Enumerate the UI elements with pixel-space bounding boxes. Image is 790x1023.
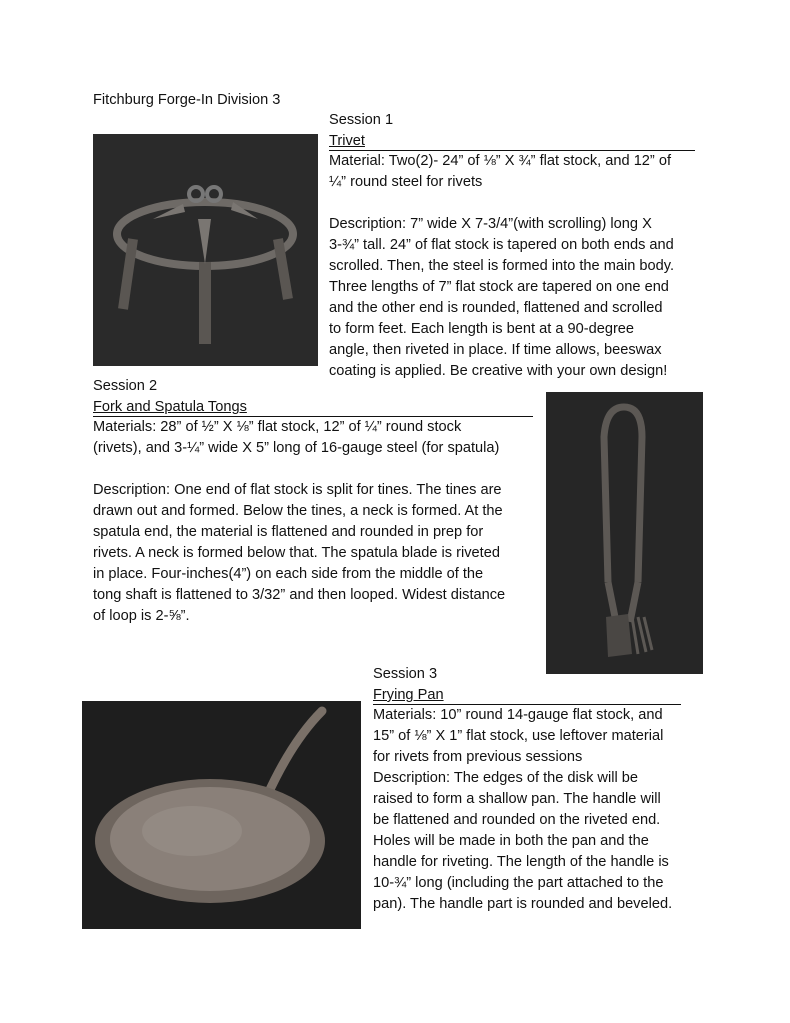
session3-description-line: 10-¾” long (including the part attached to the	[373, 875, 664, 891]
session2-description-line: of loop is 2-⅝”.	[93, 608, 190, 624]
session2-label: Session 2	[93, 378, 158, 394]
session1-material-2: ¼” round steel for rivets	[329, 174, 483, 190]
session3-material-1: Materials: 10” round 14-gauge flat stock, and	[373, 707, 663, 723]
session1-material-1: Material: Two(2)- 24” of ⅛” X ¾” flat stock, and 12” of	[329, 153, 672, 169]
session3-description-line: handle for riveting. The length of the handle is	[373, 854, 669, 870]
session3-title-line	[373, 685, 681, 705]
session3-section	[373, 664, 681, 915]
session1-title-line	[329, 131, 695, 151]
session2-description-line: in place. Four-inches(4”) on each side from the middle of the	[93, 566, 484, 582]
session1-description-line: angle, then riveted in place. If time allows, beeswax	[329, 342, 662, 358]
tongs-photo	[546, 392, 703, 674]
session2-description-line: rivets. A neck is formed below that. The spatula blade is riveted	[93, 545, 500, 561]
session3-description-line: raised to form a shallow pan. The handle will	[373, 791, 661, 807]
session2-description-line: Description: One end of flat stock is split for tines. The tines are	[93, 482, 502, 498]
session2-description-line: tong shaft is flattened to 3/32” and then looped. Widest distance	[93, 587, 506, 603]
trivet-photo	[93, 134, 318, 366]
session1-description-line: Three lengths of 7” flat stock are tapered on one end	[329, 279, 669, 295]
session1-section	[329, 110, 695, 382]
session2-title-line	[93, 397, 533, 417]
session1-description-line: coating is applied. Be creative with your own design!	[329, 363, 668, 379]
session2-section	[93, 376, 533, 627]
session3-description-line: be flattened and rounded on the riveted end.	[373, 812, 661, 828]
document-header: Fitchburg Forge-In Division 3	[93, 92, 281, 108]
session3-description-line: Holes will be made in both the pan and the	[373, 833, 649, 849]
session1-title: Trivet	[329, 133, 365, 149]
session3-material-2: 15” of ⅛” X 1” flat stock, use leftover material	[373, 728, 664, 744]
session2-title: Fork and Spatula Tongs	[93, 399, 247, 415]
session1-description-line: and the other end is rounded, flattened and scrolled	[329, 300, 663, 316]
session1-description-line: scrolled. Then, the steel is formed into the main body.	[329, 258, 675, 274]
session2-description-line: spatula end, the material is flattened and rounded in prep for	[93, 524, 484, 540]
session3-description-line: Description: The edges of the disk will be	[373, 770, 638, 786]
session1-description-line: 3-¾” tall. 24” of flat stock is tapered on both ends and	[329, 237, 674, 253]
session1-description-line: to form feet. Each length is bent at a 90-degree	[329, 321, 635, 337]
session1-label: Session 1	[329, 112, 394, 128]
frying-pan-photo	[82, 701, 361, 929]
session3-description-line: pan). The handle part is rounded and beveled.	[373, 896, 673, 912]
session3-material-3: for rivets from previous sessions	[373, 749, 583, 765]
session3-label: Session 3	[373, 666, 438, 682]
session2-material-2: (rivets), and 3-¼” wide X 5” long of 16-gauge steel (for spatula)	[93, 440, 500, 456]
session2-material-1: Materials: 28” of ½” X ⅛” flat stock, 12” of ¼” round stock	[93, 419, 462, 435]
session2-description-line: drawn out and formed. Below the tines, a neck is formed. At the	[93, 503, 503, 519]
session3-title: Frying Pan	[373, 687, 444, 703]
session1-description-line: Description: 7” wide X 7-3/4”(with scrolling) long X	[329, 216, 652, 232]
